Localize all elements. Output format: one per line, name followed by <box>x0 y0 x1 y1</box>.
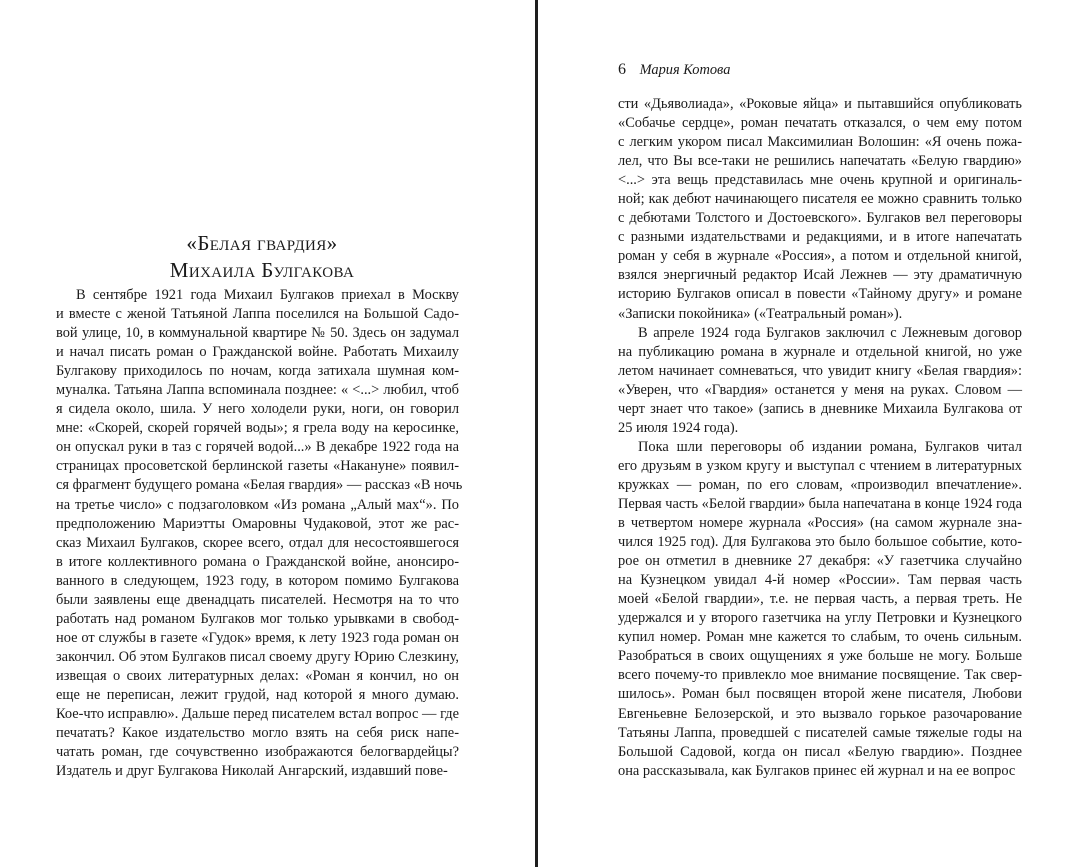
paragraph <box>618 438 1022 781</box>
text-line: историю Булгаков описал в повести «Тайному другу» и романе <box>618 286 1022 303</box>
text-line: купил номер. Роман мне кажется то слабым, то очень сильным. <box>618 629 1022 646</box>
right-page-body-text <box>618 95 1022 781</box>
text-line: ванного в следующем, 1923 году, в котором помимо Булгакова <box>56 572 459 589</box>
text-line: всего почему-то привлекло мое внимание посвящение. Так свер- <box>618 667 1022 684</box>
left-page <box>0 0 535 867</box>
text-line: в итоге коллективного романа о Гражданской войне, анонсиро- <box>56 553 459 570</box>
text-line: закончил. Об этом Булгаков писал своему другу Юрию Слезкину, <box>56 648 459 665</box>
paragraph <box>56 286 463 781</box>
text-line: 25 июля 1924 года). <box>618 419 739 436</box>
text-line: с разными издательствами и редакциями, и в итоге напечатать <box>618 229 1022 246</box>
text-line: печатать? Какое издательство могло взять на себя риск напе- <box>56 725 459 742</box>
text-line: чился 1925 год). Для Булгакова это было большое событие, кото- <box>618 534 1022 551</box>
text-line: извещая о своих литературных делах: «Роман я кончил, но он <box>56 667 459 684</box>
text-line: кружках — роман, по его словам, «производил впечатление». <box>618 476 1022 493</box>
running-head <box>618 60 730 80</box>
text-line: я сидела около, шила. У него холодели руки, ноги, он говорил <box>56 401 459 418</box>
text-line: мне: «Скорей, скорей горячей воды»; я грела воду на керосинке, <box>56 420 459 437</box>
paragraph <box>618 324 1022 438</box>
chapter-title-line-2: Михаила Булгакова <box>169 258 355 282</box>
text-line: роман у себя в журнале «Россия», а потом и отдельной книгой, <box>618 248 1022 265</box>
text-line: «Уверен, что «Гвардия» останется у меня на руках. Словом — <box>618 381 1022 398</box>
text-line: вой улице, 10, в коммунальной квартире № 50. Здесь он задумал <box>56 325 459 342</box>
text-line: еще не переписан, лежит грудой, над которой я много думаю. <box>56 686 459 703</box>
text-line: предположению Мариэтты Омаровны Чудаковой, этот же рас- <box>56 515 459 532</box>
chapter-title-line-1: «Белая гвардия» <box>186 231 338 255</box>
text-line: на третье число» с подзаголовком «Из романа „Алый мах“». По <box>56 496 459 513</box>
text-line: Кое-что исправлю». Дальше перед писателем встал вопрос — где <box>56 706 459 723</box>
text-line: «Записки покойника» («Театральный роман»). <box>618 305 903 322</box>
paragraph <box>618 95 1022 324</box>
text-line: с дебютами Толстого и Достоевского». Булгаков вел переговоры <box>618 210 1022 227</box>
text-line: и начал писать роман о Гражданской войне. Работать Михаилу <box>56 344 459 361</box>
chapter-title <box>56 230 468 284</box>
text-line: «Собачье сердце», роман печатать отказался, о чем ему потом <box>618 115 1022 132</box>
text-line: работать над романом Булгаков мог только урывками в свобод- <box>56 610 459 627</box>
text-line: с легким укором писал Максимилиан Волошин: «Я очень пожа- <box>618 134 1022 151</box>
right-page <box>538 0 1073 867</box>
text-line: летом начинает сомневаться, что увидит книгу «Белая гвардия»: <box>618 362 1022 379</box>
text-line: взялся энергичный редактор Исай Лежнев — эту драматичную <box>618 267 1022 284</box>
text-line: в четвертом номере журнала «Россия» (на самом журнале зна- <box>618 515 1022 532</box>
text-line: и вместе с женой Татьяной Лаппа поселился на Большой Садо- <box>56 306 459 323</box>
text-line: муналка. Татьяна Лаппа вспоминала позднее: « <...> любил, чтоб <box>56 382 459 399</box>
page-number: 6 <box>618 61 626 78</box>
text-line: Булгакову приходилось по ночам, когда затихала шумная ком- <box>56 363 459 380</box>
text-line: Разобраться в своих ощущениях я уже больше не могу. Больше <box>618 648 1022 665</box>
text-line: ся фрагмент будущего романа «Белая гвардия» — рассказ «В ночь <box>56 477 463 494</box>
text-line: ной; как дебют начинающего писателя ее можно сравнить только <box>618 191 1022 208</box>
text-line: были заявлены еще двенадцать писателей. Несмотря на то что <box>56 591 459 608</box>
text-line: моей «Белой гвардии», т.е. не первая часть, а первая треть. Не <box>618 591 1022 608</box>
text-line: ное от службы в газете «Гудок» время, к лету 1923 года роман он <box>56 629 459 646</box>
running-head-author: Мария Котова <box>639 62 731 78</box>
text-line: на Кузнецком увидал 4-й номер «России». Там первая часть <box>618 572 1022 589</box>
text-line: страницах просоветской берлинской газеты «Накануне» появил- <box>56 458 459 475</box>
text-line: В сентябре 1921 года Михаил Булгаков приехал в Москву <box>76 287 459 303</box>
text-line: она рассказывала, как Булгаков принес ей журнал и на ее вопрос <box>618 762 1016 779</box>
text-line: сти «Дьяволиада», «Роковые яйца» и пытавшийся опубликовать <box>618 96 1022 112</box>
text-line: лел, что Вы все-таки не решились напечатать «Белую гвардию» <box>618 153 1022 170</box>
text-line: шилось». Роман был посвящен второй жене писателя, Любови <box>618 686 1022 703</box>
text-line: удержался и у второго газетчика на углу Петровки и Кузнецкого <box>618 610 1022 627</box>
text-line: рое он отметил в дневнике 27 декабря: «У газетчика случайно <box>618 553 1022 570</box>
text-line: Евгеньевне Белозерской, и это вызвало горькое разочарование <box>618 705 1022 722</box>
text-line: сказ Михаил Булгаков, скорее всего, отдал для несостоявшегося <box>56 534 459 551</box>
left-page-body-text <box>56 286 463 781</box>
text-line: его друзьям в узком кругу и выступал с чтением в литературных <box>618 457 1022 474</box>
text-line: Издатель и друг Булгакова Николай Ангарский, издавший пове- <box>56 763 448 780</box>
text-line: Пока шли переговоры об издании романа, Булгаков читал <box>638 438 1022 455</box>
text-line: на публикацию романа в журнале и отдельной книгой, но уже <box>618 343 1022 360</box>
text-line: он опускал руки в таз с горячей водой...» В декабре 1922 года на <box>56 439 459 456</box>
text-line: Большой Садовой, когда он писал «Белую гвардию». Позднее <box>618 743 1022 760</box>
text-line: В апреле 1924 года Булгаков заключил с Лежневым договор <box>638 324 1022 341</box>
text-line: Татьяны Лаппа, проведшей с писателей самые тяжелые годы на <box>618 724 1022 741</box>
text-line: чатать роман, где сочувственно изображаются белогвардейцы? <box>56 744 459 761</box>
text-line: <...> эта вещь представилась мне очень крупной и оригиналь- <box>618 172 1022 189</box>
text-line: черт знает что такое» (запись в дневнике Михаила Булгакова от <box>618 400 1022 417</box>
text-line: Первая часть «Белой гвардии» была напечатана в конце 1924 года <box>618 495 1022 512</box>
